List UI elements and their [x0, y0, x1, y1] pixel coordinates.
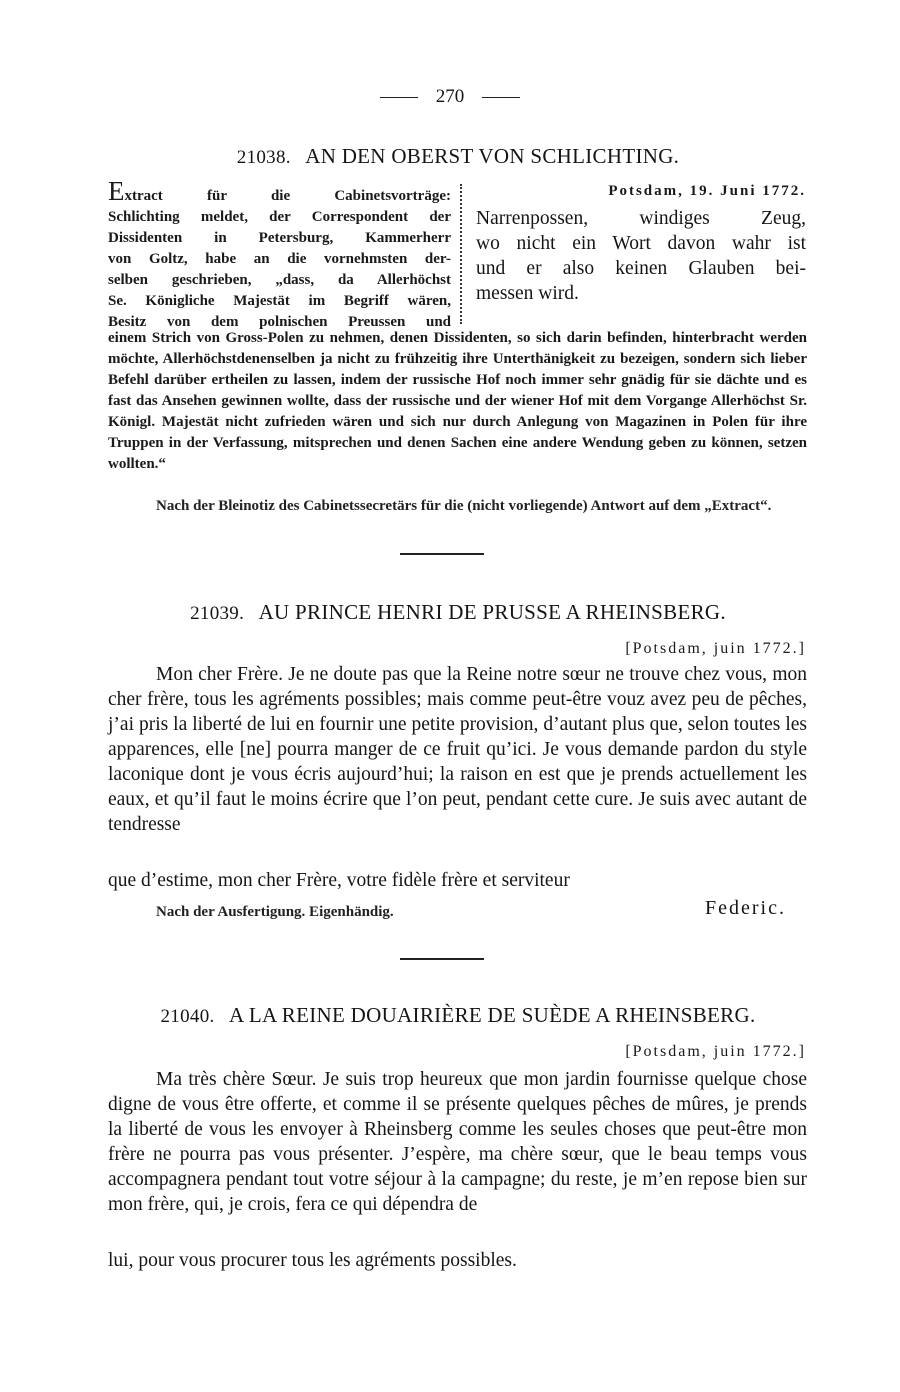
signature: Federic.	[705, 897, 786, 919]
reply-line: und er also keinen Glauben bei-	[476, 258, 806, 279]
extract-dropcap: E	[108, 176, 125, 206]
extract-line: Schlichting meldet, der Correspondent der	[108, 209, 451, 225]
letter-body-closing: lui, pour vous procurer tous les agréments possibles.	[108, 1250, 517, 1271]
letter-title: AU PRINCE HENRI DE PRUSSE A RHEINSBERG.	[258, 600, 726, 624]
reply-line: wo nicht ein Wort davon wahr ist	[476, 233, 806, 254]
extract-line: Se. Königliche Majestät im Begriff wären,	[108, 293, 451, 309]
page-number-rule-right	[482, 97, 520, 98]
reply-line: messen wird.	[476, 283, 579, 304]
extract-line: Dissidenten in Petersburg, Kammerherr	[108, 230, 451, 246]
letter-title: A LA REINE DOUAIRIÈRE DE SUÈDE A RHEINSBERG.	[228, 1003, 756, 1027]
letter-heading	[108, 144, 808, 169]
letter-title: AN DEN OBERST VON SCHLICHTING.	[305, 144, 680, 168]
reply-line: Narrenpossen, windiges Zeug,	[476, 208, 806, 229]
source-note: Nach der Ausfertigung. Eigenhändig.	[156, 904, 394, 920]
letter-number: 21040.	[160, 1006, 215, 1027]
letter-number: 21038.	[236, 147, 291, 168]
source-note: Nach der Bleinotiz des Cabinetssecretärs für die (nicht vorliegende) Antwort auf dem „Extract“.	[156, 498, 772, 514]
extract-line: von Goltz, habe an die vornehmsten der-	[108, 251, 451, 267]
letter-body: Mon cher Frère. Je ne doute pas que la Reine notre sœur ne trouve chez vous, mon cher frère, tous les agréments possibles; mais comme peut-être vouz avez peu de pêches, j’ai pris la liberté de lui en fournir une petite provision, d’autant plus que, selon toutes les apparences, elle [ne] pourra manger de ce fruit qu’ici. Je vous demande pardon du style laconique dont je vous écris aujourd’hui; la raison en est que je prends actuellement les eaux, et qu’il faut le moins écrire que l’on peut, pendant cette cure. Je suis avec autant de tendresse	[108, 664, 807, 835]
extract-line-text-0: xtract für die Cabinetsvorträge:	[124, 188, 451, 204]
letter-heading	[108, 600, 808, 625]
extract-line: selben geschrieben, „dass, da Allerhöchst	[108, 272, 451, 288]
reply-text	[476, 206, 806, 306]
section-rule	[400, 958, 484, 960]
letter-body-closing: que d’estime, mon cher Frère, votre fidèle frère et serviteur	[108, 870, 570, 891]
column-divider	[460, 184, 462, 324]
extract-continuation: einem Strich von Gross-Polen zu nehmen, denen Dissidenten, so sich darin befinden, hinterbracht werden möchte, Allerhöchstdenenselben ja nicht zu frühzeitig ihre Unterthänigkeit zu bezeigen, sondern sich lieber Befehl darüber ertheilen zu lassen, indem der russische Hof noch immer sehr gnädig für sie dächte und es fast das Ansehen gewinnen wollte, dass der russische und der wiener Hof mit dem Vorgange Allerhöchst Sr. Königl. Majestät nicht zufrieden wären und sich nur durch Anlegung von Magazinen in Polen für ihre Truppen in der Verfassung, mitsprechen und denen Sachen eine andere Wendung geben zu können, setzen wollten.“	[108, 330, 807, 472]
page-number-rule-left	[380, 97, 418, 98]
extract-line: Besitz von dem polnischen Preussen und	[108, 314, 451, 330]
section-rule	[400, 553, 484, 555]
extract-line	[108, 176, 451, 207]
page-number-text: 270	[435, 86, 465, 107]
reply-column	[476, 181, 806, 306]
place-date: [Potsdam, juin 1772.]	[625, 1043, 806, 1060]
extract-column	[108, 176, 451, 333]
letter-heading	[108, 1003, 808, 1028]
letter-number: 21039.	[190, 603, 245, 624]
place-date: [Potsdam, juin 1772.]	[625, 640, 806, 657]
place-date: Potsdam, 19. Juni 1772.	[608, 183, 806, 199]
letter-body: Ma très chère Sœur. Je suis trop heureux que mon jardin fournisse quelque chose digne de vous être offerte, et comme il se présente quelques pêches de mûres, je prends la liberté de vous les envoyer à Rheinsberg comme les seules choses que peut-être mon frère ne pourra pas vous présenter. J’espère, ma chère sœur, que le beau temps vous accompagnera pendant tout votre séjour à la campagne; du reste, je m’en repose bien sur mon frère, qui, je crois, fera ce qui dépendra de	[108, 1069, 807, 1215]
page-number	[0, 86, 900, 108]
